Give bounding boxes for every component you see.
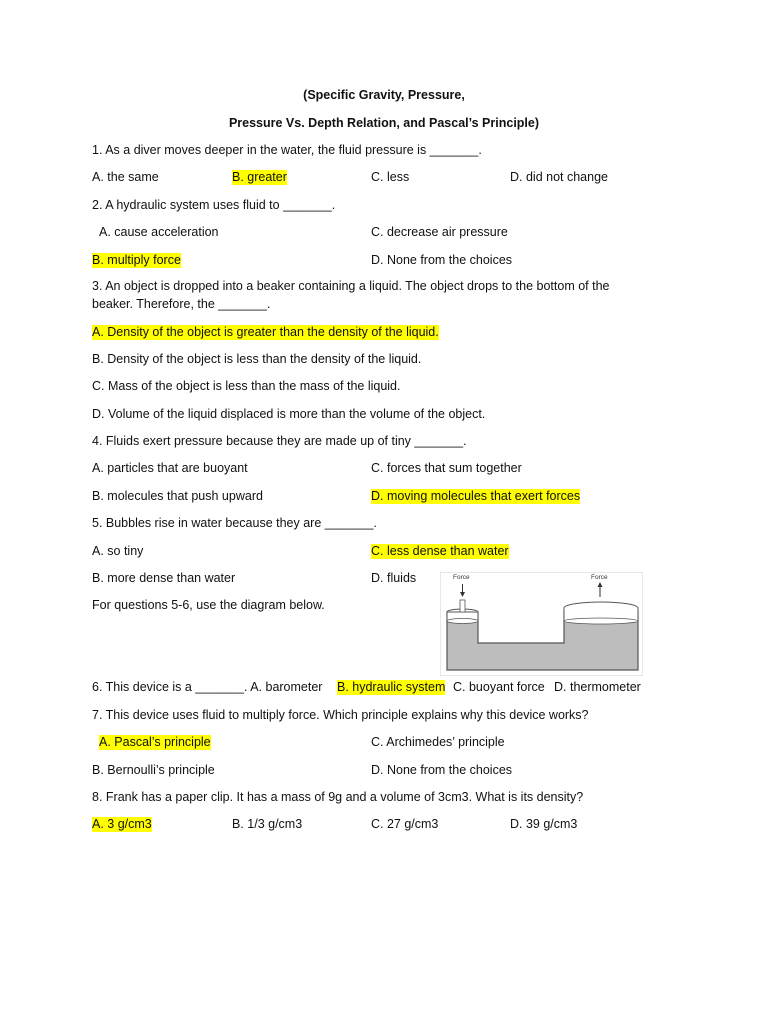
q2-option-c: C. decrease air pressure <box>371 225 508 239</box>
q3-option-c: C. Mass of the object is less than the mass of the liquid. <box>92 379 401 393</box>
q5-option-c-answer: C. less dense than water <box>371 544 509 558</box>
q3-option-b: B. Density of the object is less than the density of the liquid. <box>92 352 422 366</box>
q1-option-d: D. did not change <box>510 170 608 184</box>
q4-option-d-answer: D. moving molecules that exert forces <box>371 489 581 503</box>
title-line-2: Pressure Vs. Depth Relation, and Pascal’s Principle) <box>228 116 540 130</box>
q6-option-d: D. thermometer <box>554 680 641 694</box>
left-force-label: Force <box>453 574 470 581</box>
q7-option-c: C. Archimedes’ principle <box>371 735 505 749</box>
question-2: 2. A hydraulic system uses fluid to _______. <box>92 198 336 212</box>
q4-option-a: A. particles that are buoyant <box>92 461 248 475</box>
question-8: 8. Frank has a paper clip. It has a mass of 9g and a volume of 3cm3. What is its density? <box>92 790 584 804</box>
q3-option-a-answer: A. Density of the object is greater than the density of the liquid. <box>92 325 439 339</box>
q1-option-a: A. the same <box>92 170 159 184</box>
question-4: 4. Fluids exert pressure because they are made up of tiny _______. <box>92 434 467 448</box>
q1-option-c: C. less <box>371 170 410 184</box>
question-3-line-2: beaker. Therefore, the _______. <box>92 297 271 311</box>
small-piston-bottom <box>447 619 478 624</box>
q8-option-d: D. 39 g/cm3 <box>510 817 578 831</box>
question-5: 5. Bubbles rise in water because they are _______. <box>92 516 377 530</box>
large-piston-bottom <box>564 618 638 624</box>
q5-option-a: A. so tiny <box>92 544 144 558</box>
title-line-1: (Specific Gravity, Pressure, <box>303 88 465 102</box>
q2-option-a: A. cause acceleration <box>99 225 219 239</box>
q7-option-d: D. None from the choices <box>371 763 513 777</box>
q4-option-b: B. molecules that push upward <box>92 489 263 503</box>
q6-option-b-answer: B. hydraulic system <box>337 680 446 694</box>
diagram-instruction: For questions 5-6, use the diagram below. <box>92 598 325 612</box>
q8-option-a-answer: A. 3 g/cm3 <box>92 817 152 831</box>
q1-option-b-answer: B. greater <box>232 170 287 184</box>
q6-option-c: C. buoyant force <box>453 680 545 694</box>
q7-option-b: B. Bernoulli’s principle <box>92 763 215 777</box>
q2-option-d: D. None from the choices <box>371 253 513 267</box>
q7-option-a-answer: A. Pascal’s principle <box>99 735 211 749</box>
question-6: 6. This device is a _______. A. barometer <box>92 680 323 694</box>
q8-option-c: C. 27 g/cm3 <box>371 817 439 831</box>
question-3-line-1: 3. An object is dropped into a beaker containing a liquid. The object drops to the bottom of the <box>92 279 610 293</box>
hydraulic-system-diagram <box>440 572 643 676</box>
question-7: 7. This device uses fluid to multiply force. Which principle explains why this device works? <box>92 708 589 722</box>
q5-option-b: B. more dense than water <box>92 571 236 585</box>
right-force-label: Force <box>591 574 608 581</box>
q5-option-d: D. fluids <box>371 571 417 585</box>
q4-option-c: C. forces that sum together <box>371 461 522 475</box>
q2-option-b-answer: B. multiply force <box>92 253 181 267</box>
q3-option-d: D. Volume of the liquid displaced is more than the volume of the object. <box>92 407 486 421</box>
q8-option-b: B. 1/3 g/cm3 <box>232 817 303 831</box>
small-piston-rod <box>460 600 465 612</box>
question-1: 1. As a diver moves deeper in the water, the fluid pressure is _______. <box>92 143 482 157</box>
